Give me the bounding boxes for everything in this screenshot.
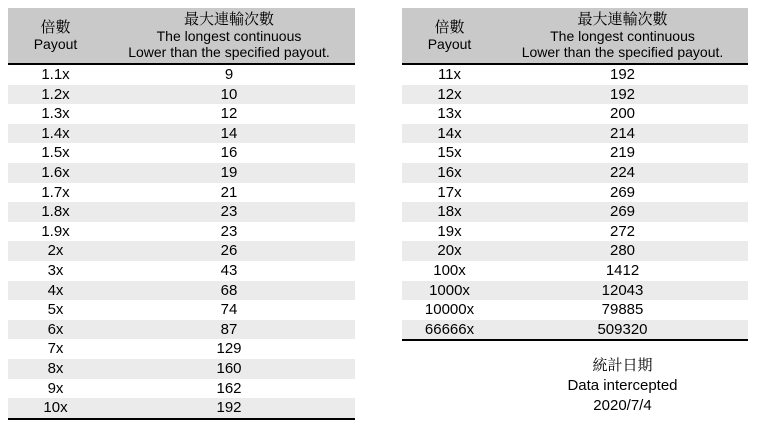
max-losses-header-zh: 最大連輸次數: [577, 11, 668, 28]
payout-cell: 18x: [402, 202, 497, 222]
column-header-payout: [8, 8, 103, 64]
payout-cell: 6x: [8, 320, 103, 340]
table-row: [8, 261, 355, 281]
payout-cell: 19x: [437, 222, 462, 240]
max-consecutive-losses-cell: 224: [497, 163, 748, 183]
payout-header-zh: 倍數: [40, 19, 71, 36]
max-consecutive-losses-cell: 280: [497, 241, 748, 261]
max-losses-table-low-payouts: [8, 8, 355, 420]
table-row: [402, 183, 748, 203]
table-row: [402, 300, 748, 320]
payout-table-right: [402, 8, 748, 416]
max-consecutive-losses-cell: 12: [220, 105, 238, 123]
max-consecutive-losses-cell: 129: [216, 340, 242, 358]
max-consecutive-losses-cell: 192: [609, 66, 636, 83]
max-consecutive-losses-cell: 9: [224, 66, 234, 83]
table-row: [8, 85, 355, 105]
payout-cell: 2x: [8, 241, 103, 261]
table-row: [8, 398, 355, 419]
max-losses-header-en2: Lower than the specified payout.: [521, 44, 724, 60]
table-row: [8, 339, 355, 359]
max-losses-header-zh: 最大連輸次數: [183, 11, 274, 28]
payout-cell: 1.4x: [8, 124, 103, 144]
stats-date-footer: [497, 356, 748, 416]
payout-cell: 5x: [47, 301, 64, 319]
table-row: [8, 143, 355, 163]
table-row: [402, 222, 748, 242]
max-losses-header-en2: Lower than the specified payout.: [128, 44, 330, 60]
stats-date-value: 2020/7/4: [593, 397, 652, 415]
table-row: [8, 359, 355, 379]
table-row: [402, 261, 748, 281]
table-row: [8, 104, 355, 124]
payout-cell: 1.2x: [8, 85, 103, 105]
max-consecutive-losses-cell: 23: [220, 222, 238, 240]
max-consecutive-losses-cell: 43: [220, 261, 238, 279]
table-row: [8, 202, 355, 222]
payout-cell: 11x: [437, 66, 462, 83]
max-losses-header-en1: The longest continuous: [156, 28, 302, 44]
stats-date-label-zh: 統計日期: [592, 357, 653, 375]
table-row: [8, 241, 355, 261]
payout-header-zh: 倍數: [434, 19, 465, 36]
payout-cell: 1.8x: [8, 202, 103, 222]
table-row: [402, 64, 748, 85]
column-header-max-losses: [103, 8, 355, 64]
payout-header-en: Payout: [33, 36, 78, 52]
table-row: [8, 64, 355, 85]
max-consecutive-losses-cell: 219: [609, 144, 636, 162]
payout-cell: 7x: [47, 340, 64, 358]
payout-cell: 100x: [433, 261, 466, 279]
max-consecutive-losses-cell: 272: [609, 222, 636, 240]
payout-cell: 13x: [437, 105, 462, 123]
max-losses-table-high-payouts: [402, 8, 748, 341]
table-body: [8, 64, 355, 419]
table-row: [8, 300, 355, 320]
payout-cell: 1000x: [402, 281, 497, 301]
max-consecutive-losses-cell: 160: [103, 359, 355, 379]
payout-cell: 17x: [437, 183, 462, 201]
payout-cell: 1.5x: [41, 144, 70, 162]
table-row: [402, 104, 748, 124]
max-consecutive-losses-cell: 19: [103, 163, 355, 183]
payout-header-en: Payout: [427, 36, 472, 52]
stats-date-label-en: Data intercepted: [567, 377, 678, 395]
table-row: [8, 163, 355, 183]
max-consecutive-losses-cell: 74: [220, 301, 238, 319]
max-consecutive-losses-cell: 1412: [605, 261, 640, 279]
max-consecutive-losses-cell: 14: [103, 124, 355, 144]
payout-cell: 1.1x: [41, 66, 70, 83]
max-consecutive-losses-cell: 192: [497, 85, 748, 105]
table-row: [8, 183, 355, 203]
table-row: [8, 222, 355, 242]
payout-cell: 3x: [47, 261, 64, 279]
table-row: [8, 320, 355, 340]
table-row: [402, 241, 748, 261]
payout-cell: 4x: [8, 281, 103, 301]
table-row: [8, 379, 355, 399]
max-consecutive-losses-cell: 12043: [497, 281, 748, 301]
payout-cell: 20x: [402, 241, 497, 261]
max-losses-header-en1: The longest continuous: [550, 28, 695, 44]
payout-cell: 14x: [402, 124, 497, 144]
column-header-payout: [402, 8, 497, 64]
table-body: [402, 64, 748, 340]
table-row: [8, 281, 355, 301]
payout-cell: 16x: [402, 163, 497, 183]
table-row: [402, 163, 748, 183]
payout-cell: 1.6x: [8, 163, 103, 183]
payout-cell: 10000x: [424, 301, 475, 319]
payout-cell: 1.7x: [41, 183, 70, 201]
payout-cell: 1.9x: [41, 222, 70, 240]
table-row: [402, 320, 748, 341]
table-header: [402, 8, 748, 64]
payout-cell: 9x: [47, 379, 64, 397]
max-consecutive-losses-cell: 16: [220, 144, 238, 162]
max-consecutive-losses-cell: 269: [609, 183, 636, 201]
max-consecutive-losses-cell: 214: [497, 124, 748, 144]
max-consecutive-losses-cell: 509320: [497, 320, 748, 341]
table-row: [8, 124, 355, 144]
max-consecutive-losses-cell: 23: [103, 202, 355, 222]
table-row: [402, 143, 748, 163]
payout-cell: 10x: [8, 398, 103, 419]
payout-cell: 1.3x: [41, 105, 70, 123]
max-consecutive-losses-cell: 26: [103, 241, 355, 261]
max-consecutive-losses-cell: 68: [103, 281, 355, 301]
payout-table-left: [8, 8, 355, 420]
max-consecutive-losses-cell: 79885: [601, 301, 644, 319]
table-row: [402, 202, 748, 222]
payout-cell: 8x: [8, 359, 103, 379]
max-consecutive-losses-cell: 269: [497, 202, 748, 222]
max-consecutive-losses-cell: 87: [103, 320, 355, 340]
max-consecutive-losses-cell: 200: [609, 105, 636, 123]
payout-cell: 66666x: [402, 320, 497, 341]
table-row: [402, 124, 748, 144]
payout-cell: 12x: [402, 85, 497, 105]
max-consecutive-losses-cell: 162: [216, 379, 242, 397]
max-consecutive-losses-cell: 10: [103, 85, 355, 105]
table-header: [8, 8, 355, 64]
table-row: [402, 281, 748, 301]
payout-cell: 15x: [437, 144, 462, 162]
column-header-max-losses: [497, 8, 748, 64]
max-consecutive-losses-cell: 192: [103, 398, 355, 419]
max-consecutive-losses-cell: 21: [220, 183, 238, 201]
table-row: [402, 85, 748, 105]
